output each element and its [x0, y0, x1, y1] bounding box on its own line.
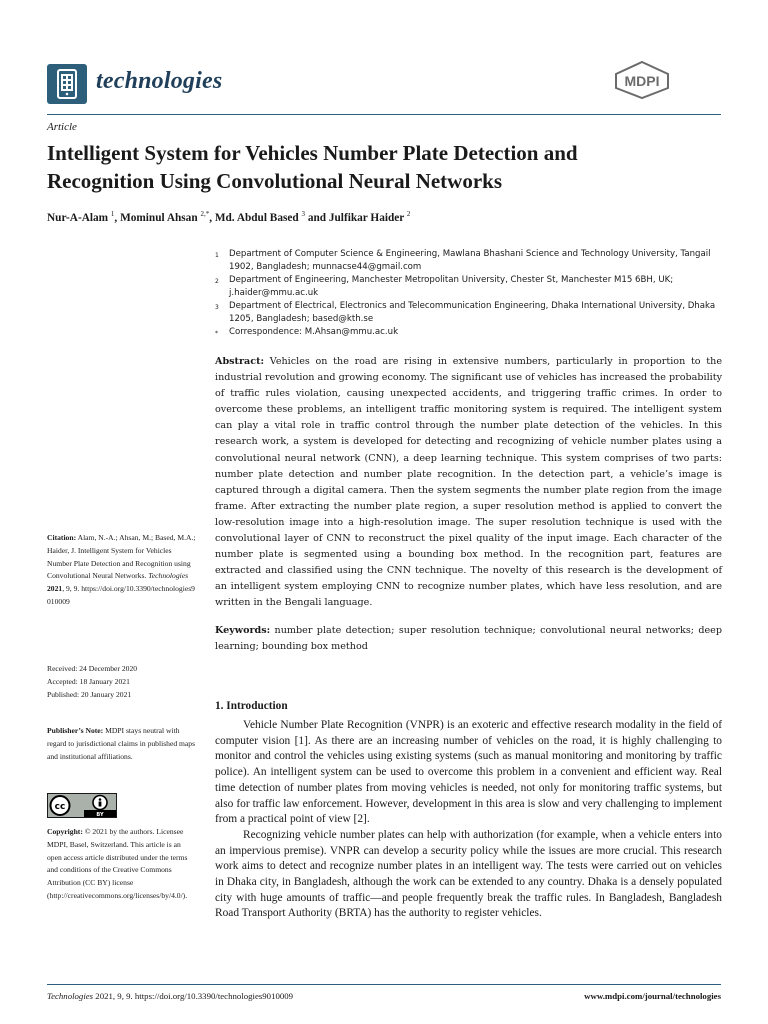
citation-year: 2021: [47, 584, 63, 594]
citation-block: [47, 532, 197, 609]
mdpi-logo-icon: [612, 60, 672, 100]
footer-doi[interactable]: 2021, 9, 9. https://doi.org/10.3390/technologies9010009: [93, 991, 294, 1001]
footer-divider: [47, 984, 721, 985]
affiliation-item: [215, 300, 725, 326]
abstract-text: Vehicles on the road are rising in extensive numbers, particularly in proportion to the industrial revolution and growing economy. The significant use of vehicles has increased the probability of traffic rules violation, causing unexpected accidents, and triggering traffic crimes. In order to overcome these problems, an intelligent traffic monitoring system is required. The intelligent system can play a vital role in traffic control through the number plate detection of the vehicles. In this research work, a system is developed for detecting and recognizing of vehicle number plates using a convolutional neural network (CNN), a deep learning technique. This system comprises of two parts: number plate detection and number plate recognition. In the detection part, a vehicle’s image is captured through a digital camera. Then the system segments the number plate region from the image frame. After extracting the number plate region, a super resolution method is applied to convert the low-resolution image into a high-resolution image. The super resolution technique is used with the convolutional layer of CNN to reconstruct the pixel quality of the input image. Each character of the number plate is segmented using a bounding box method. In the recognition part, features are extracted and classified using the CNN technique. The novelty of this research is the development of an intelligent system employing CNN to recognize number plates, which have less resolution, and are written in the Bengali language.: [215, 356, 722, 609]
journal-name: technologies: [96, 68, 223, 94]
accepted-date: Accepted: 18 January 2021: [47, 676, 130, 686]
copyright-block: [47, 826, 197, 903]
affiliation-number: 2: [215, 278, 219, 285]
abstract: [215, 354, 722, 612]
header-divider: [47, 114, 721, 115]
author-name: Julfikar Haider: [328, 211, 405, 224]
keywords-label: Keywords:: [215, 625, 271, 636]
dates-block: [47, 663, 197, 701]
citation-text: Alam, N.-A.; Ahsan, M.; Based, M.A.; Haider, J. Intelligent System for Vehicles Number Plate Detection and Recognition using Convolutional Neural Networks.: [47, 533, 196, 581]
abstract-label: Abstract:: [215, 356, 265, 367]
author-affiliation-marker: 2,*: [200, 210, 210, 218]
article-type-label: Article: [47, 121, 77, 133]
footer-citation: [47, 991, 293, 1001]
author-list: Nur-A-Alam $^1$, Mominul Ahsan $^{2,*}$, Md. Abdul Based $^3$ and Julfikar Haider $^2$: [47, 210, 411, 224]
author-affiliation-marker: 3: [301, 210, 305, 218]
affiliation-text: Department of Engineering, Manchester Metropolitan University, Chester St, Manchester M15 6BH, UK; j.haider@mmu.ac.uk: [229, 275, 674, 298]
svg-text:BY: BY: [96, 812, 104, 817]
affiliation-number: 1: [215, 252, 219, 259]
section-heading: 1. Introduction: [215, 700, 288, 712]
affiliation-item: [215, 274, 725, 300]
affiliation-item: [215, 248, 725, 274]
citation-label: Citation:: [47, 533, 77, 542]
journal-logo-icon: [47, 64, 87, 104]
author-name: Mominul Ahsan: [120, 211, 198, 224]
footer-journal: Technologies: [47, 991, 94, 1001]
copyright-text: © 2021 by the authors. Licensee MDPI, Basel, Switzerland. This article is an open access article distributed under the terms and conditions of the Creative Commons Attribution (CC BY) license (http://creativecommons.org/licenses/by/4.0/).: [47, 827, 188, 900]
svg-text:cc: cc: [54, 802, 66, 812]
introduction-body: [215, 718, 722, 922]
keywords-text: number plate detection; super resolution technique; convolutional neural networks; deep learning; bounding box method: [215, 625, 722, 653]
paragraph: Recognizing vehicle number plates can help with authorization (for example, when a vehicle enters into an impervious premise). VNPR can develop a security policy while the issues are more crucial. This research work aims to detect and recognize number plates in an intelligent way. The tests were carried out on vehicles in Dhaka city, in Bangladesh, although the work can be extended to any country. Dhaka is a densely populated city with huge amounts of traffic—and people frequently break the traffic rules. In Bangladesh, Bangladesh Road Transport Authority (BRTA) has the authority to register vehicles.: [215, 828, 722, 920]
author-name: Md. Abdul Based: [214, 211, 299, 224]
publisher-note-label: Publisher’s Note:: [47, 726, 104, 735]
correspondence-item: [215, 326, 725, 340]
affiliation-text: Department of Electrical, Electronics and Telecommunication Engineering, Dhaka International University, Dhaka 1205, Bangladesh; based@kth.se: [229, 301, 716, 324]
copyright-label: Copyright:: [47, 827, 83, 836]
publisher-note-text: MDPI stays neutral with regard to jurisdictional claims in published maps and institutional affiliations.: [47, 726, 196, 761]
cc-by-license-icon[interactable]: [47, 793, 117, 818]
citation-journal: Technologies: [148, 571, 189, 581]
affiliation-text: Department of Computer Science & Engineering, Mawlana Bhashani Science and Technology University, Tangail 1902, Bangladesh; munnacse44@gmail.com: [229, 249, 711, 272]
citation-volume: , 9, 9.: [62, 584, 80, 594]
footer-journal-url[interactable]: www.mdpi.com/journal/technologies: [584, 991, 721, 1001]
mdpi-logo-text: MDPI: [624, 73, 660, 89]
article-title: [47, 139, 721, 195]
title-line-2: Recognition Using Convolutional Neural Networks: [47, 169, 503, 193]
publisher-note: [47, 725, 197, 763]
affiliation-number: *: [215, 330, 218, 337]
author-name: Nur-A-Alam: [47, 211, 109, 224]
keywords: [215, 623, 722, 655]
title-line-1: Intelligent System for Vehicles Number Plate Detection and: [47, 141, 578, 165]
paragraph: Vehicle Number Plate Recognition (VNPR) is an exoteric and effective research modality in the field of computer vision [1]. As there are an increasing number of vehicles on the road, it is highly challenging to monitor and control the vehicles using existing systems (such as manual monitoring and monitoring by traffic police). An intelligent system can be used to overcome this problem in a convenient and efficient way. Real time detection of number plates from moving vehicles is needed, not only for monitoring traffic systems, but also for traffic law enforcement. However, development in this area is slow and very challenging to implement from a practical point of view [2].: [215, 719, 722, 826]
correspondence-text: Correspondence: M.Ahsan@mmu.ac.uk: [229, 327, 399, 337]
citation-doi-link[interactable]: https://doi.org/10.3390/technologies9010009: [47, 584, 195, 606]
received-date: Received: 24 December 2020: [47, 664, 138, 673]
author-affiliation-marker: 1: [110, 210, 115, 218]
affiliation-number: 3: [215, 304, 219, 311]
published-date: Published: 20 January 2021: [47, 689, 132, 699]
author-affiliation-marker: 2: [406, 210, 411, 218]
affiliations: [215, 248, 725, 340]
